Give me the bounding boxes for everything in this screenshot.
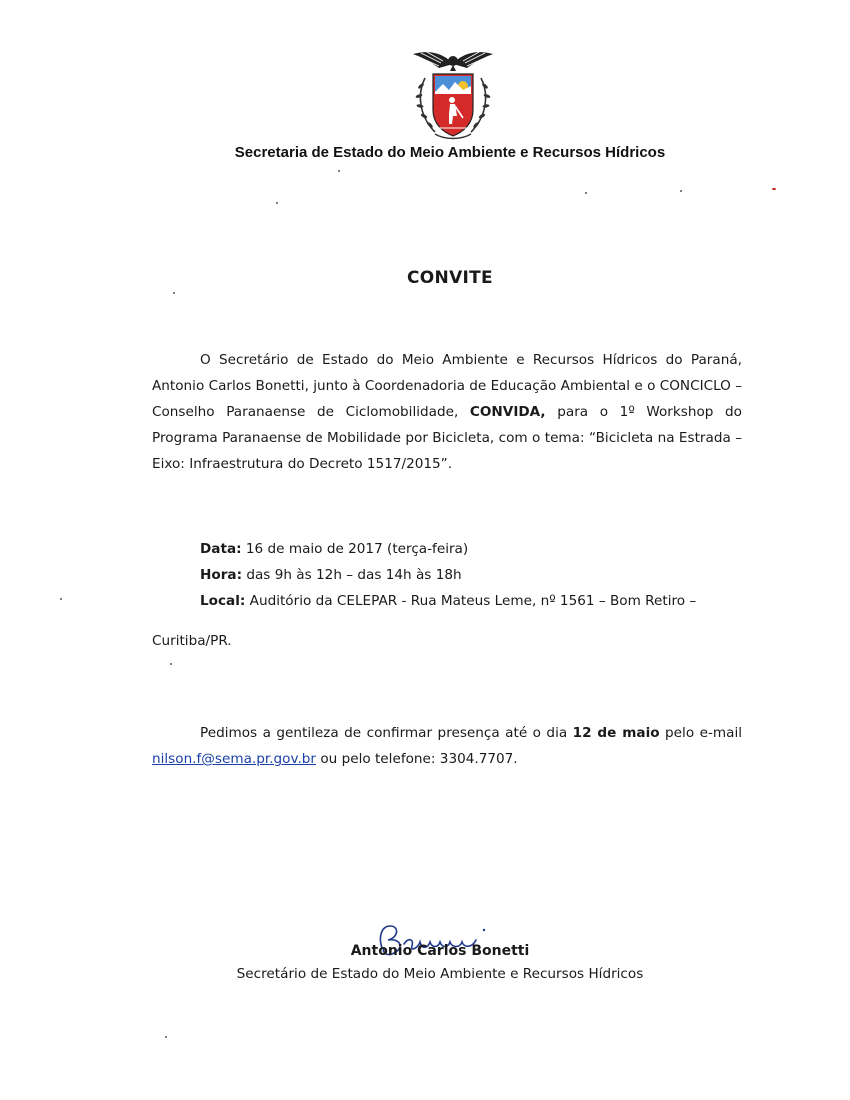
date-value: 16 de maio de 2017 (terça-feira) bbox=[241, 541, 469, 557]
rsvp-paragraph bbox=[152, 720, 742, 772]
time-row bbox=[200, 562, 742, 588]
rsvp-text-1: Pedimos a gentileza de confirmar presença até o dia bbox=[200, 725, 573, 741]
scan-speck bbox=[276, 202, 278, 204]
place-label: Local: bbox=[200, 593, 246, 609]
rsvp-text-2: pelo e-mail bbox=[659, 725, 742, 741]
date-label: Data: bbox=[200, 541, 242, 557]
signatory-name: Antonio Carlos Bonetti bbox=[350, 943, 530, 959]
date-row bbox=[200, 536, 742, 562]
scan-speck bbox=[60, 598, 62, 600]
scan-speck bbox=[585, 192, 587, 194]
rsvp-text-3: ou pelo telefone: 3304.7707. bbox=[316, 751, 518, 767]
parana-coat-of-arms-icon bbox=[405, 44, 501, 144]
intro-text-1: O Secretário de Estado do Meio Ambiente e Recursos Hídricos do Paraná, Antonio Carlos Bonetti, junto à Coordenadoria de Educação Ambiental e o CONCICLO – Conselho Paranaense de Ciclomobilidade, bbox=[152, 352, 742, 420]
scan-speck bbox=[165, 1036, 167, 1038]
event-details bbox=[200, 536, 742, 614]
scan-speck bbox=[680, 190, 682, 192]
contact-email-link[interactable]: nilson.f@sema.pr.gov.br bbox=[152, 751, 316, 767]
scan-speck bbox=[170, 663, 172, 665]
agency-name: Secretaria de Estado do Meio Ambiente e Recursos Hídricos bbox=[234, 144, 666, 161]
scan-speck bbox=[772, 188, 776, 190]
scan-speck bbox=[338, 170, 340, 172]
intro-text-2: para o 1º Workshop do Programa Paranaense de Mobilidade por Bicicleta, com o tema: “Bicicleta na Estrada – Eixo: Infraestrutura do Decreto 1517/2015”. bbox=[152, 404, 742, 472]
intro-bold: CONVIDA, bbox=[469, 404, 546, 420]
place-value: Auditório da CELEPAR - Rua Mateus Leme, nº 1561 – Bom Retiro – bbox=[245, 593, 697, 609]
scan-speck bbox=[173, 292, 175, 294]
time-value: das 9h às 12h – das 14h às 18h bbox=[242, 567, 462, 583]
signatory-role: Secretário de Estado do Meio Ambiente e Recursos Hídricos bbox=[236, 966, 644, 982]
time-label: Hora: bbox=[200, 567, 243, 583]
place-row bbox=[200, 588, 742, 614]
place-continuation: Curitiba/PR. bbox=[152, 633, 232, 649]
document-title: CONVITE bbox=[407, 268, 493, 288]
intro-paragraph bbox=[152, 347, 742, 477]
rsvp-deadline: 12 de maio bbox=[572, 725, 660, 741]
